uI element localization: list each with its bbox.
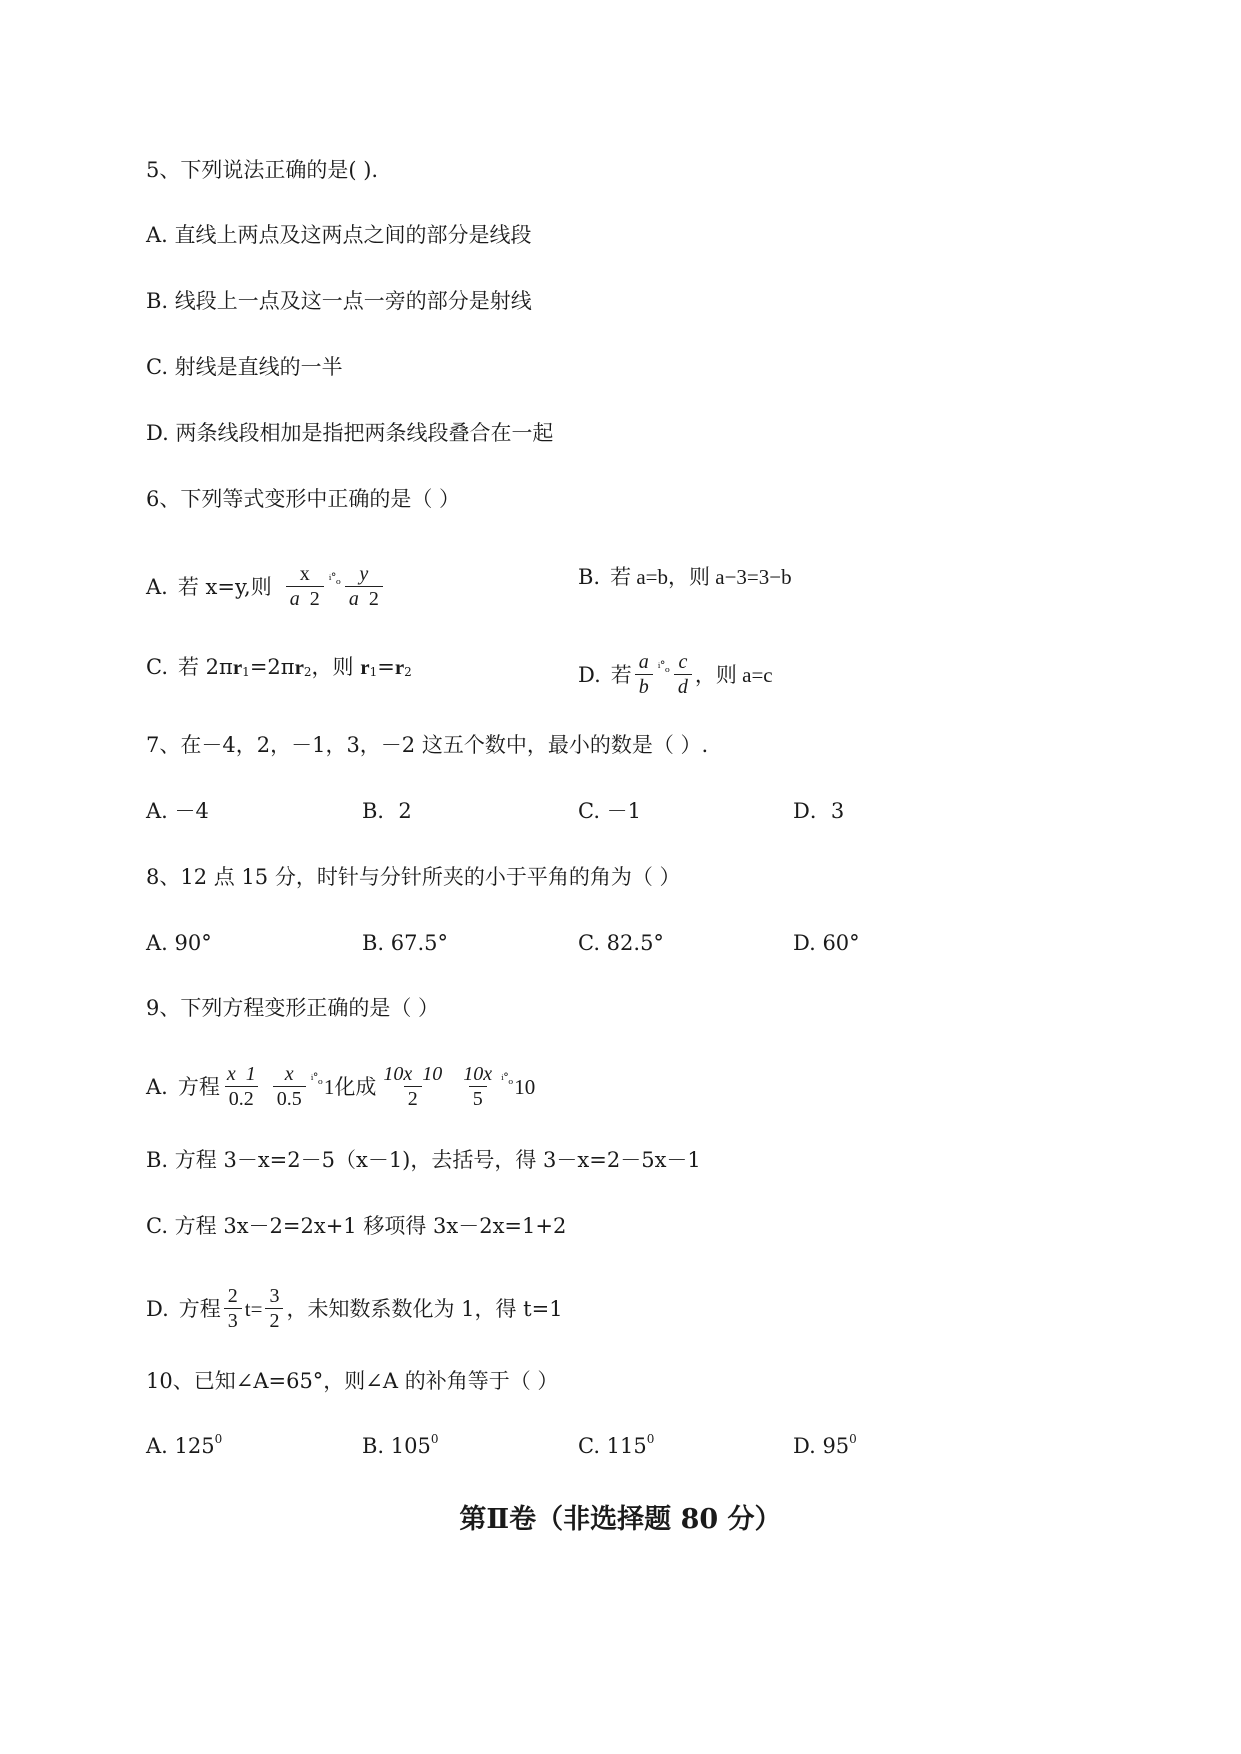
den-part: a <box>348 588 359 610</box>
variable-r: r <box>394 655 405 679</box>
q6-option-c <box>146 652 412 682</box>
option-text-part: ，则 a=c <box>694 662 773 687</box>
q9-option-c: C. 方程 3x－2=2x+1 移项得 3x－2x=1+2 <box>146 1214 567 1238</box>
fraction <box>224 1284 242 1333</box>
fraction-denominator: 3 <box>224 1308 242 1333</box>
option-text-part: ，则 <box>311 655 354 679</box>
fraction-denominator <box>345 586 383 611</box>
q8-option-d: D. 60° <box>793 931 860 955</box>
option-text: B. 105 <box>362 1434 431 1458</box>
option-text: D. 95 <box>793 1434 850 1458</box>
fraction-denominator: d <box>674 674 692 699</box>
option-text-part: t= <box>244 1296 263 1321</box>
q8-option-c: C. 82.5° <box>578 931 664 955</box>
fraction-denominator: b <box>635 674 653 699</box>
q8-option-b: B. 67.5° <box>362 931 449 955</box>
garbled-equals-glyph: ⁱ˚ₒ <box>501 1072 513 1088</box>
option-text-part: 若 <box>610 662 632 687</box>
section-title: 第Ⅱ卷（非选择题 80 分） <box>459 1504 782 1535</box>
fraction <box>674 650 692 699</box>
garbled-equals-glyph: ⁱ˚ₒ <box>657 660 669 676</box>
option-text-part: ，未知数系数化为 1，得 t=1 <box>286 1296 563 1321</box>
fraction <box>223 1062 260 1111</box>
fraction-denominator: 2 <box>265 1308 283 1333</box>
q6-option-b <box>578 562 792 592</box>
option-text-part: 若 2π <box>178 655 233 679</box>
fraction <box>345 562 383 611</box>
q5-option-a: A. 直线上两点及这两点之间的部分是线段 <box>146 223 532 247</box>
fraction-numerator: x <box>299 563 310 585</box>
q7-stem: 7、在－4，2，－1，3，－2 这五个数中，最小的数是（ ）. <box>146 733 709 757</box>
fraction-denominator: 0.2 <box>225 1086 258 1111</box>
option-label: D. <box>578 662 601 687</box>
option-text-part: 10 <box>514 1074 536 1099</box>
fraction-numerator: a <box>638 651 649 673</box>
fraction <box>635 650 653 699</box>
subscript: 1 <box>369 665 378 679</box>
subscript: 2 <box>404 665 412 679</box>
fraction-numerator: x 1 <box>226 1063 256 1085</box>
q7-option-c: C. －1 <box>578 799 642 823</box>
fraction-denominator: 2 <box>404 1086 422 1111</box>
option-label: A. <box>146 574 168 599</box>
q10-option-a <box>146 1431 222 1461</box>
fraction <box>286 562 324 611</box>
degree-mark: 0 <box>214 1432 223 1446</box>
degree-mark: 0 <box>646 1432 655 1446</box>
variable-r: r <box>294 655 304 679</box>
fraction-numerator: 3 <box>269 1285 280 1307</box>
fraction-denominator: 5 <box>469 1086 487 1111</box>
den-part: 2 <box>309 588 320 610</box>
variable-r: r <box>360 655 370 679</box>
den-part: 2 <box>368 588 379 610</box>
degree-mark: 0 <box>849 1432 857 1446</box>
den-part: a <box>289 588 300 610</box>
q6-option-a <box>146 562 386 611</box>
q7-option-a: A. －4 <box>146 799 209 823</box>
q6-stem: 6、下列等式变形中正确的是（ ） <box>146 487 461 511</box>
option-text-part: = <box>377 655 395 679</box>
q5-option-b: B. 线段上一点及这一点一旁的部分是射线 <box>146 289 532 313</box>
fraction-denominator: 0.5 <box>273 1086 306 1111</box>
option-text-part: =2π <box>249 655 295 679</box>
subscript: 1 <box>242 665 250 679</box>
q9-option-b: B. 方程 3－x=2－5（x－1)，去括号，得 3－x=2－5x－1 <box>146 1148 701 1172</box>
fraction-numerator: 10x <box>463 1063 493 1085</box>
q9-option-a <box>146 1062 535 1111</box>
option-text: C. 115 <box>578 1434 647 1458</box>
fraction <box>265 1284 283 1333</box>
fraction <box>273 1062 306 1111</box>
fraction <box>379 1062 446 1111</box>
q10-stem: 10、已知∠A=65°，则∠A 的补角等于（ ） <box>146 1369 559 1393</box>
garbled-equals-glyph: ⁱ˚ₒ <box>328 572 340 588</box>
option-text-part: 方程 <box>178 1296 221 1321</box>
fraction-numerator: x <box>284 1063 294 1085</box>
q8-stem: 8、12 点 15 分，时针与分针所夹的小于平角的角为（ ） <box>146 865 681 889</box>
fraction-numerator: 2 <box>227 1285 238 1307</box>
variable-r: r <box>232 655 243 679</box>
option-label: D. <box>146 1296 169 1321</box>
option-text: 若 a=b，则 a−3=3−b <box>610 565 792 589</box>
option-text-part: 化成 <box>334 1074 377 1099</box>
garbled-equals-glyph: ⁱ˚ₒ <box>310 1072 322 1088</box>
q9-stem: 9、下列方程变形正确的是（ ） <box>146 996 440 1020</box>
q5-stem: 5、下列说法正确的是( ). <box>146 158 379 182</box>
option-text: A. 125 <box>146 1434 215 1458</box>
fraction-denominator <box>286 586 324 611</box>
q10-option-b <box>362 1431 439 1461</box>
degree-mark: 0 <box>430 1432 439 1446</box>
fraction-numerator: y <box>359 563 369 585</box>
option-label: A. <box>146 1074 168 1099</box>
option-label: C. <box>146 655 168 679</box>
q5-option-d: D. 两条线段相加是指把两条线段叠合在一起 <box>146 421 554 445</box>
q7-option-d: D．3 <box>793 799 845 823</box>
option-text-part: 1 <box>323 1074 335 1099</box>
subscript: 2 <box>303 665 312 679</box>
q10-option-d <box>793 1431 857 1461</box>
q8-option-a: A. 90° <box>146 931 212 955</box>
option-label: B. <box>578 565 601 589</box>
q7-option-b: B．2 <box>362 799 412 823</box>
fraction-numerator: 10x 10 <box>383 1063 443 1085</box>
q10-option-c <box>578 1431 654 1461</box>
option-text-part: 方程 <box>177 1074 220 1099</box>
option-text: 若 x=y,则 <box>177 574 272 599</box>
q6-option-d <box>578 650 773 699</box>
q5-option-c: C. 射线是直线的一半 <box>146 355 343 379</box>
fraction <box>459 1062 496 1111</box>
fraction-numerator: c <box>678 651 688 673</box>
q9-option-d <box>146 1284 563 1333</box>
